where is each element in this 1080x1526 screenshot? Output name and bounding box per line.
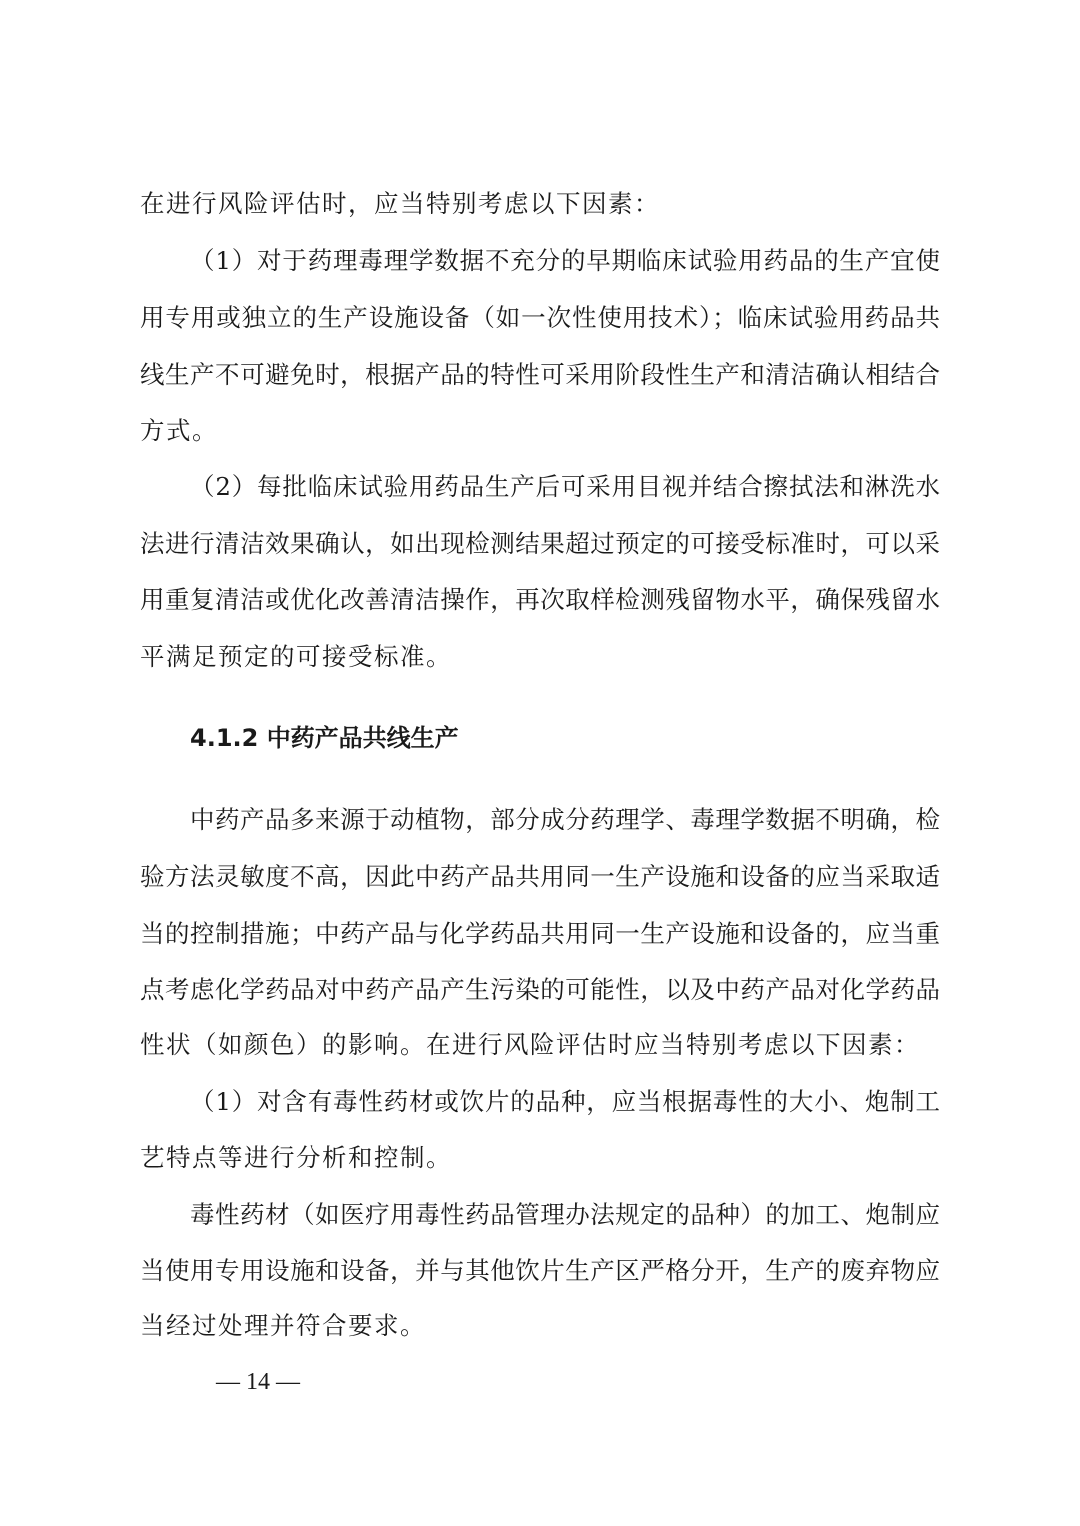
paragraph-line: 点考虑化学药品对中药产品产生污染的可能性，以及中药产品对化学药品 bbox=[140, 975, 940, 1004]
paragraph-line: 当的控制措施；中药产品与化学药品共用同一生产设施和设备的，应当重 bbox=[140, 919, 940, 948]
paragraph-line: 性状（如颜色）的影响。在进行风险评估时应当特别考虑以下因素： bbox=[140, 1030, 920, 1059]
paragraph-line: 用重复清洁或优化改善清洁操作，再次取样检测残留物水平，确保残留水 bbox=[140, 585, 940, 614]
paragraph-line: 当使用专用设施和设备，并与其他饮片生产区严格分开，生产的废弃物应 bbox=[140, 1256, 940, 1285]
paragraph-line: 线生产不可避免时，根据产品的特性可采用阶段性生产和清洁确认相结合 bbox=[140, 360, 940, 389]
paragraph-line: 艺特点等进行分析和控制。 bbox=[140, 1143, 452, 1172]
paragraph-line: （1）对于药理毒理学数据不充分的早期临床试验用药品的生产宜使 bbox=[190, 246, 940, 275]
paragraph-line: 在进行风险评估时，应当特别考虑以下因素： bbox=[140, 189, 660, 218]
paragraph-line: （2）每批临床试验用药品生产后可采用目视并结合擦拭法和淋洗水 bbox=[190, 472, 940, 501]
paragraph-line: 验方法灵敏度不高，因此中药产品共用同一生产设施和设备的应当采取适 bbox=[140, 862, 940, 891]
paragraph-line: 用专用或独立的生产设施设备（如一次性使用技术）；临床试验用药品共 bbox=[140, 303, 940, 332]
paragraph-line: 法进行清洁效果确认，如出现检测结果超过预定的可接受标准时，可以采 bbox=[140, 529, 940, 558]
paragraph-line: 当经过处理并符合要求。 bbox=[140, 1311, 426, 1340]
paragraph-line: （1）对含有毒性药材或饮片的品种，应当根据毒性的大小、炮制工 bbox=[190, 1087, 940, 1116]
paragraph-line: 平满足预定的可接受标准。 bbox=[140, 642, 452, 671]
page-number: — 14 — bbox=[216, 1369, 300, 1395]
paragraph-line: 毒性药材（如医疗用毒性药品管理办法规定的品种）的加工、炮制应 bbox=[190, 1200, 940, 1229]
section-heading: 4.1.2 中药产品共线生产 bbox=[190, 724, 459, 752]
paragraph-line: 中药产品多来源于动植物，部分成分药理学、毒理学数据不明确，检 bbox=[190, 805, 940, 834]
paragraph-line: 方式。 bbox=[140, 416, 218, 445]
